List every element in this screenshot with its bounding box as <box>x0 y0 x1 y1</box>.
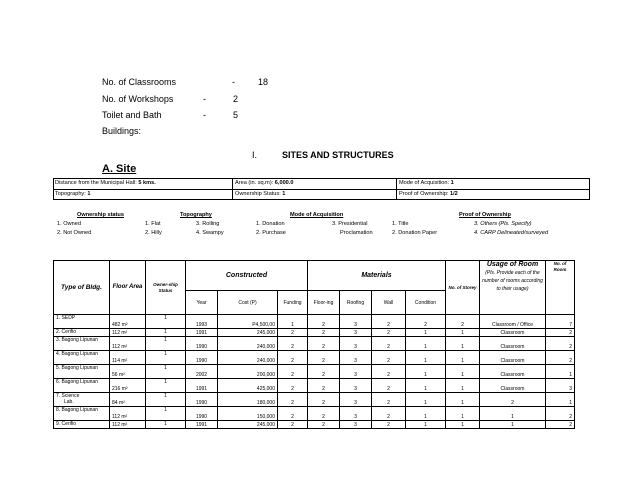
cell-type-text: 7. Science <box>56 393 80 399</box>
site-heading: A. Site <box>102 163 137 175</box>
cell-cost: 150,000 <box>218 407 278 421</box>
cell-type-text: 2. Cerifio <box>56 329 77 335</box>
cell-type <box>54 337 110 351</box>
legend-proof-1: 1. Title <box>392 221 409 227</box>
cell-type-text: 9. Cerifio <box>56 421 77 427</box>
cell-flooring: 2 <box>308 315 340 329</box>
cell-cost: 245,000 <box>218 329 278 337</box>
cell-type-text: 3. Bagong Lipunan <box>56 337 98 343</box>
section-title: SITES AND STRUCTURES <box>282 150 394 160</box>
cell-usage: Classroom <box>480 351 546 365</box>
cell-floor: 56 m² <box>110 365 146 379</box>
cell-fund: 2 <box>278 365 308 379</box>
cell-year: 1990 <box>186 393 218 407</box>
legend-acquisition-3b: Proclamation <box>340 230 373 236</box>
area-field <box>235 180 293 186</box>
legend-acquisition-2: 2. Purchase <box>256 230 286 236</box>
cell-usage: Classroom <box>480 365 546 379</box>
cell-roofing: 3 <box>340 329 372 337</box>
proof-value: 1/2 <box>450 191 458 197</box>
cell-storey: 1 <box>446 329 480 337</box>
topography-field <box>55 191 90 197</box>
table-body <box>54 315 575 429</box>
area-value: 6,000.0 <box>274 180 294 186</box>
classrooms-dash: - <box>232 77 235 87</box>
cell-rooms: 2 <box>546 351 575 365</box>
cell-usage: 2 <box>480 393 546 407</box>
cell-type-text: 4. Bagong Lipunan <box>56 351 98 357</box>
cell-wall: 2 <box>372 315 406 329</box>
cell-floor: 112 m² <box>110 337 146 351</box>
cell-roofing: 3 <box>340 337 372 351</box>
cell-flooring: 2 <box>308 393 340 407</box>
cell-storey: 1 <box>446 407 480 421</box>
cell-year: 1990 <box>186 337 218 351</box>
proof-label: Proof of Ownership: <box>399 191 449 197</box>
cell-rooms: 2 <box>546 407 575 421</box>
cell-storey: 1 <box>446 351 480 365</box>
cell-rooms: 1 <box>546 393 575 407</box>
legend-proof-title: Proof of Ownership <box>459 212 511 218</box>
legend-topography-title: Topography <box>180 212 212 218</box>
cell-cost: 240,000 <box>218 351 278 365</box>
area-label: Area (in. sq.m): <box>235 180 274 186</box>
buildings-label: Buildings: <box>102 126 142 136</box>
ownership-status-label: Ownership Status: <box>235 191 281 197</box>
header-type: Type of Bldg. <box>54 261 110 315</box>
cell-wall: 2 <box>372 365 406 379</box>
distance-field <box>55 180 156 186</box>
cell-fund: 2 <box>278 407 308 421</box>
cell-flooring: 2 <box>308 365 340 379</box>
cell-cost: 240,000 <box>218 337 278 351</box>
cell-cond: 2 <box>406 315 446 329</box>
header-storey: No. of Storey <box>446 261 480 315</box>
cell-type <box>54 351 110 365</box>
distance-label: Distance from the Municipal Hall: <box>55 180 137 186</box>
cell-own: 1 <box>146 379 186 393</box>
cell-own: 1 <box>146 407 186 421</box>
cell-cost: 425,000 <box>218 379 278 393</box>
toilet-value: 5 <box>233 110 239 120</box>
cell-rooms: 3 <box>546 379 575 393</box>
cell-own: 1 <box>146 337 186 351</box>
header-wall: Wall <box>372 291 406 315</box>
topography-label: Topography: <box>55 191 86 197</box>
cell-roofing: 3 <box>340 315 372 329</box>
cell-type <box>54 329 110 337</box>
cell-roofing: 3 <box>340 351 372 365</box>
cell-fund: 2 <box>278 337 308 351</box>
cell-type <box>54 379 110 393</box>
cell-own: 1 <box>146 393 186 407</box>
cell-roofing: 3 <box>340 365 372 379</box>
legend-acquisition-title: Mode of Acquisition <box>290 212 344 218</box>
cell-wall: 2 <box>372 379 406 393</box>
cell-usage: Classroom <box>480 329 546 337</box>
cell-rooms: 2 <box>546 337 575 351</box>
topography-value: 1 <box>87 191 91 197</box>
table-row <box>54 407 575 421</box>
cell-flooring: 2 <box>308 329 340 337</box>
cell-usage: 1 <box>480 421 546 429</box>
cell-cost: P4,500,00 <box>218 315 278 329</box>
cell-own: 1 <box>146 365 186 379</box>
cell-type-text: 5. Bagong Lipunan <box>56 365 98 371</box>
header-rooms: No. of Room <box>546 261 575 315</box>
table-row <box>54 329 575 337</box>
cell-type-text: 6. Bagong Lipunan <box>56 379 98 385</box>
cell-fund: 2 <box>278 379 308 393</box>
cell-wall: 2 <box>372 351 406 365</box>
distance-value: 5 kms. <box>138 180 156 186</box>
cell-year: 2002 <box>186 365 218 379</box>
cell-roofing: 3 <box>340 407 372 421</box>
cell-type-text-2: Lab. <box>64 399 74 405</box>
classrooms-label: No. of Classrooms <box>102 77 177 87</box>
cell-floor: 482 m² <box>110 315 146 329</box>
cell-storey: 1 <box>446 421 480 429</box>
cell-fund: 2 <box>278 421 308 429</box>
cell-own: 1 <box>146 421 186 429</box>
site-info-divider <box>53 189 590 190</box>
header-flooring: Floor-ing <box>308 291 340 315</box>
section-number: I. <box>252 150 258 160</box>
acquisition-value: 1 <box>450 180 454 186</box>
cell-rooms: 2 <box>546 421 575 429</box>
cell-usage: 1 <box>480 407 546 421</box>
toilet-label: Toilet and Bath <box>102 110 162 120</box>
cell-year: 1990 <box>186 351 218 365</box>
cell-wall: 2 <box>372 421 406 429</box>
cell-usage: Classroom <box>480 337 546 351</box>
legend-acquisition-3: 3. Presidential <box>332 221 368 227</box>
cell-floor: 112 m² <box>110 421 146 429</box>
workshops-label: No. of Workshops <box>102 94 174 104</box>
cell-year: 1991 <box>186 421 218 429</box>
cell-cond: 1 <box>406 379 446 393</box>
table-row <box>54 315 575 329</box>
cell-own: 1 <box>146 329 186 337</box>
table-row <box>54 351 575 365</box>
header-usage <box>480 261 546 315</box>
cell-year: 1993 <box>186 315 218 329</box>
cell-roofing: 3 <box>340 379 372 393</box>
header-roofing: Roofing <box>340 291 372 315</box>
cell-year: 1991 <box>186 379 218 393</box>
cell-wall: 2 <box>372 407 406 421</box>
cell-storey: 1 <box>446 337 480 351</box>
cell-wall: 2 <box>372 329 406 337</box>
cell-cond: 1 <box>406 407 446 421</box>
cell-storey: 1 <box>446 379 480 393</box>
cell-floor: 114 m² <box>110 351 146 365</box>
acquisition-label: Mode of Acquisition: <box>399 180 450 186</box>
cell-fund: 2 <box>278 351 308 365</box>
cell-cond: 1 <box>406 421 446 429</box>
ownership-status-value: 1 <box>282 191 286 197</box>
table-row <box>54 393 575 407</box>
legend-proof-2: 2. Donation Paper <box>392 230 438 236</box>
site-info-sep-1 <box>232 178 233 200</box>
cell-own: 1 <box>146 315 186 329</box>
cell-wall: 2 <box>372 337 406 351</box>
header-materials: Materials <box>308 261 446 291</box>
cell-flooring: 2 <box>308 379 340 393</box>
cell-type <box>54 407 110 421</box>
legend-topography-4: 4. Swampy <box>196 230 224 236</box>
cell-floor: 84 m² <box>110 393 146 407</box>
cell-storey: 1 <box>446 393 480 407</box>
cell-type <box>54 365 110 379</box>
cell-cond: 1 <box>406 365 446 379</box>
cell-rooms: 7 <box>546 315 575 329</box>
cell-year: 1990 <box>186 407 218 421</box>
cell-storey: 1 <box>446 365 480 379</box>
legend-ownership-2: 2. Not Owned <box>57 230 92 236</box>
cell-own: 1 <box>146 351 186 365</box>
legend-ownership-title: Ownership status <box>77 212 124 218</box>
cell-fund: 2 <box>278 329 308 337</box>
legend-acquisition-1: 1. Donation <box>256 221 285 227</box>
cell-type <box>54 393 110 407</box>
header-usage-note: (Pls. Provide each of the number of rooms according to their usage) <box>482 270 543 292</box>
cell-rooms: 2 <box>546 329 575 337</box>
legend-ownership-1: 1. Owned <box>57 221 81 227</box>
cell-cond: 1 <box>406 337 446 351</box>
cell-flooring: 2 <box>308 407 340 421</box>
cell-floor: 112 m² <box>110 329 146 337</box>
legend-topography-2: 2. Hilly <box>145 230 162 236</box>
header-cost: Cost (P) <box>218 291 278 315</box>
table-row <box>54 379 575 393</box>
cell-year: 1991 <box>186 329 218 337</box>
cell-type-text: 8. Bagong Lipunan <box>56 407 98 413</box>
cell-type <box>54 421 110 429</box>
cell-fund: 2 <box>278 393 308 407</box>
workshops-dash: - <box>203 94 206 104</box>
table-header-row <box>54 261 575 291</box>
legend-topography-1: 1. Flat <box>145 221 161 227</box>
workshops-value: 2 <box>233 94 239 104</box>
buildings-table <box>53 260 575 429</box>
legend-proof-4: 4. CARP Delineated/surveyed <box>474 230 549 236</box>
header-floor: Floor Area <box>110 261 146 315</box>
cell-type <box>54 315 110 329</box>
cell-flooring: 2 <box>308 337 340 351</box>
classrooms-value: 18 <box>258 77 269 87</box>
cell-type-text: 1. SEDP <box>56 315 76 321</box>
cell-flooring: 2 <box>308 421 340 429</box>
cell-cond: 1 <box>406 393 446 407</box>
cell-flooring: 2 <box>308 351 340 365</box>
cell-floor: 216 m² <box>110 379 146 393</box>
cell-cond: 1 <box>406 351 446 365</box>
cell-usage: Classroom <box>480 379 546 393</box>
cell-cond: 1 <box>406 329 446 337</box>
cell-cost: 200,000 <box>218 365 278 379</box>
cell-fund: 1 <box>278 315 308 329</box>
cell-cost: 245,000 <box>218 421 278 429</box>
header-ownership: Owner-ship Status <box>146 261 186 315</box>
header-constructed: Constructed <box>186 261 308 291</box>
cell-rooms: 1 <box>546 365 575 379</box>
header-year: Year <box>186 291 218 315</box>
table-row <box>54 421 575 429</box>
legend-topography-3: 3. Rolling <box>196 221 220 227</box>
cell-floor: 112 m² <box>110 407 146 421</box>
header-funding: Funding <box>278 291 308 315</box>
legend-proof-3: 3. Others (Pls. Specify) <box>474 221 532 227</box>
proof-field <box>399 191 458 197</box>
header-usage-title: Usage of Room <box>486 261 539 268</box>
toilet-dash: - <box>203 110 206 120</box>
cell-cost: 180,000 <box>218 393 278 407</box>
table-row <box>54 337 575 351</box>
header-condition: Condition <box>406 291 446 315</box>
cell-usage: Classroom / Office <box>480 315 546 329</box>
ownership-status-field <box>235 191 285 197</box>
acquisition-field <box>399 180 454 186</box>
cell-roofing: 3 <box>340 393 372 407</box>
table-row <box>54 365 575 379</box>
site-info-sep-2 <box>396 178 397 200</box>
cell-wall: 2 <box>372 393 406 407</box>
cell-roofing: 3 <box>340 421 372 429</box>
cell-storey: 2 <box>446 315 480 329</box>
